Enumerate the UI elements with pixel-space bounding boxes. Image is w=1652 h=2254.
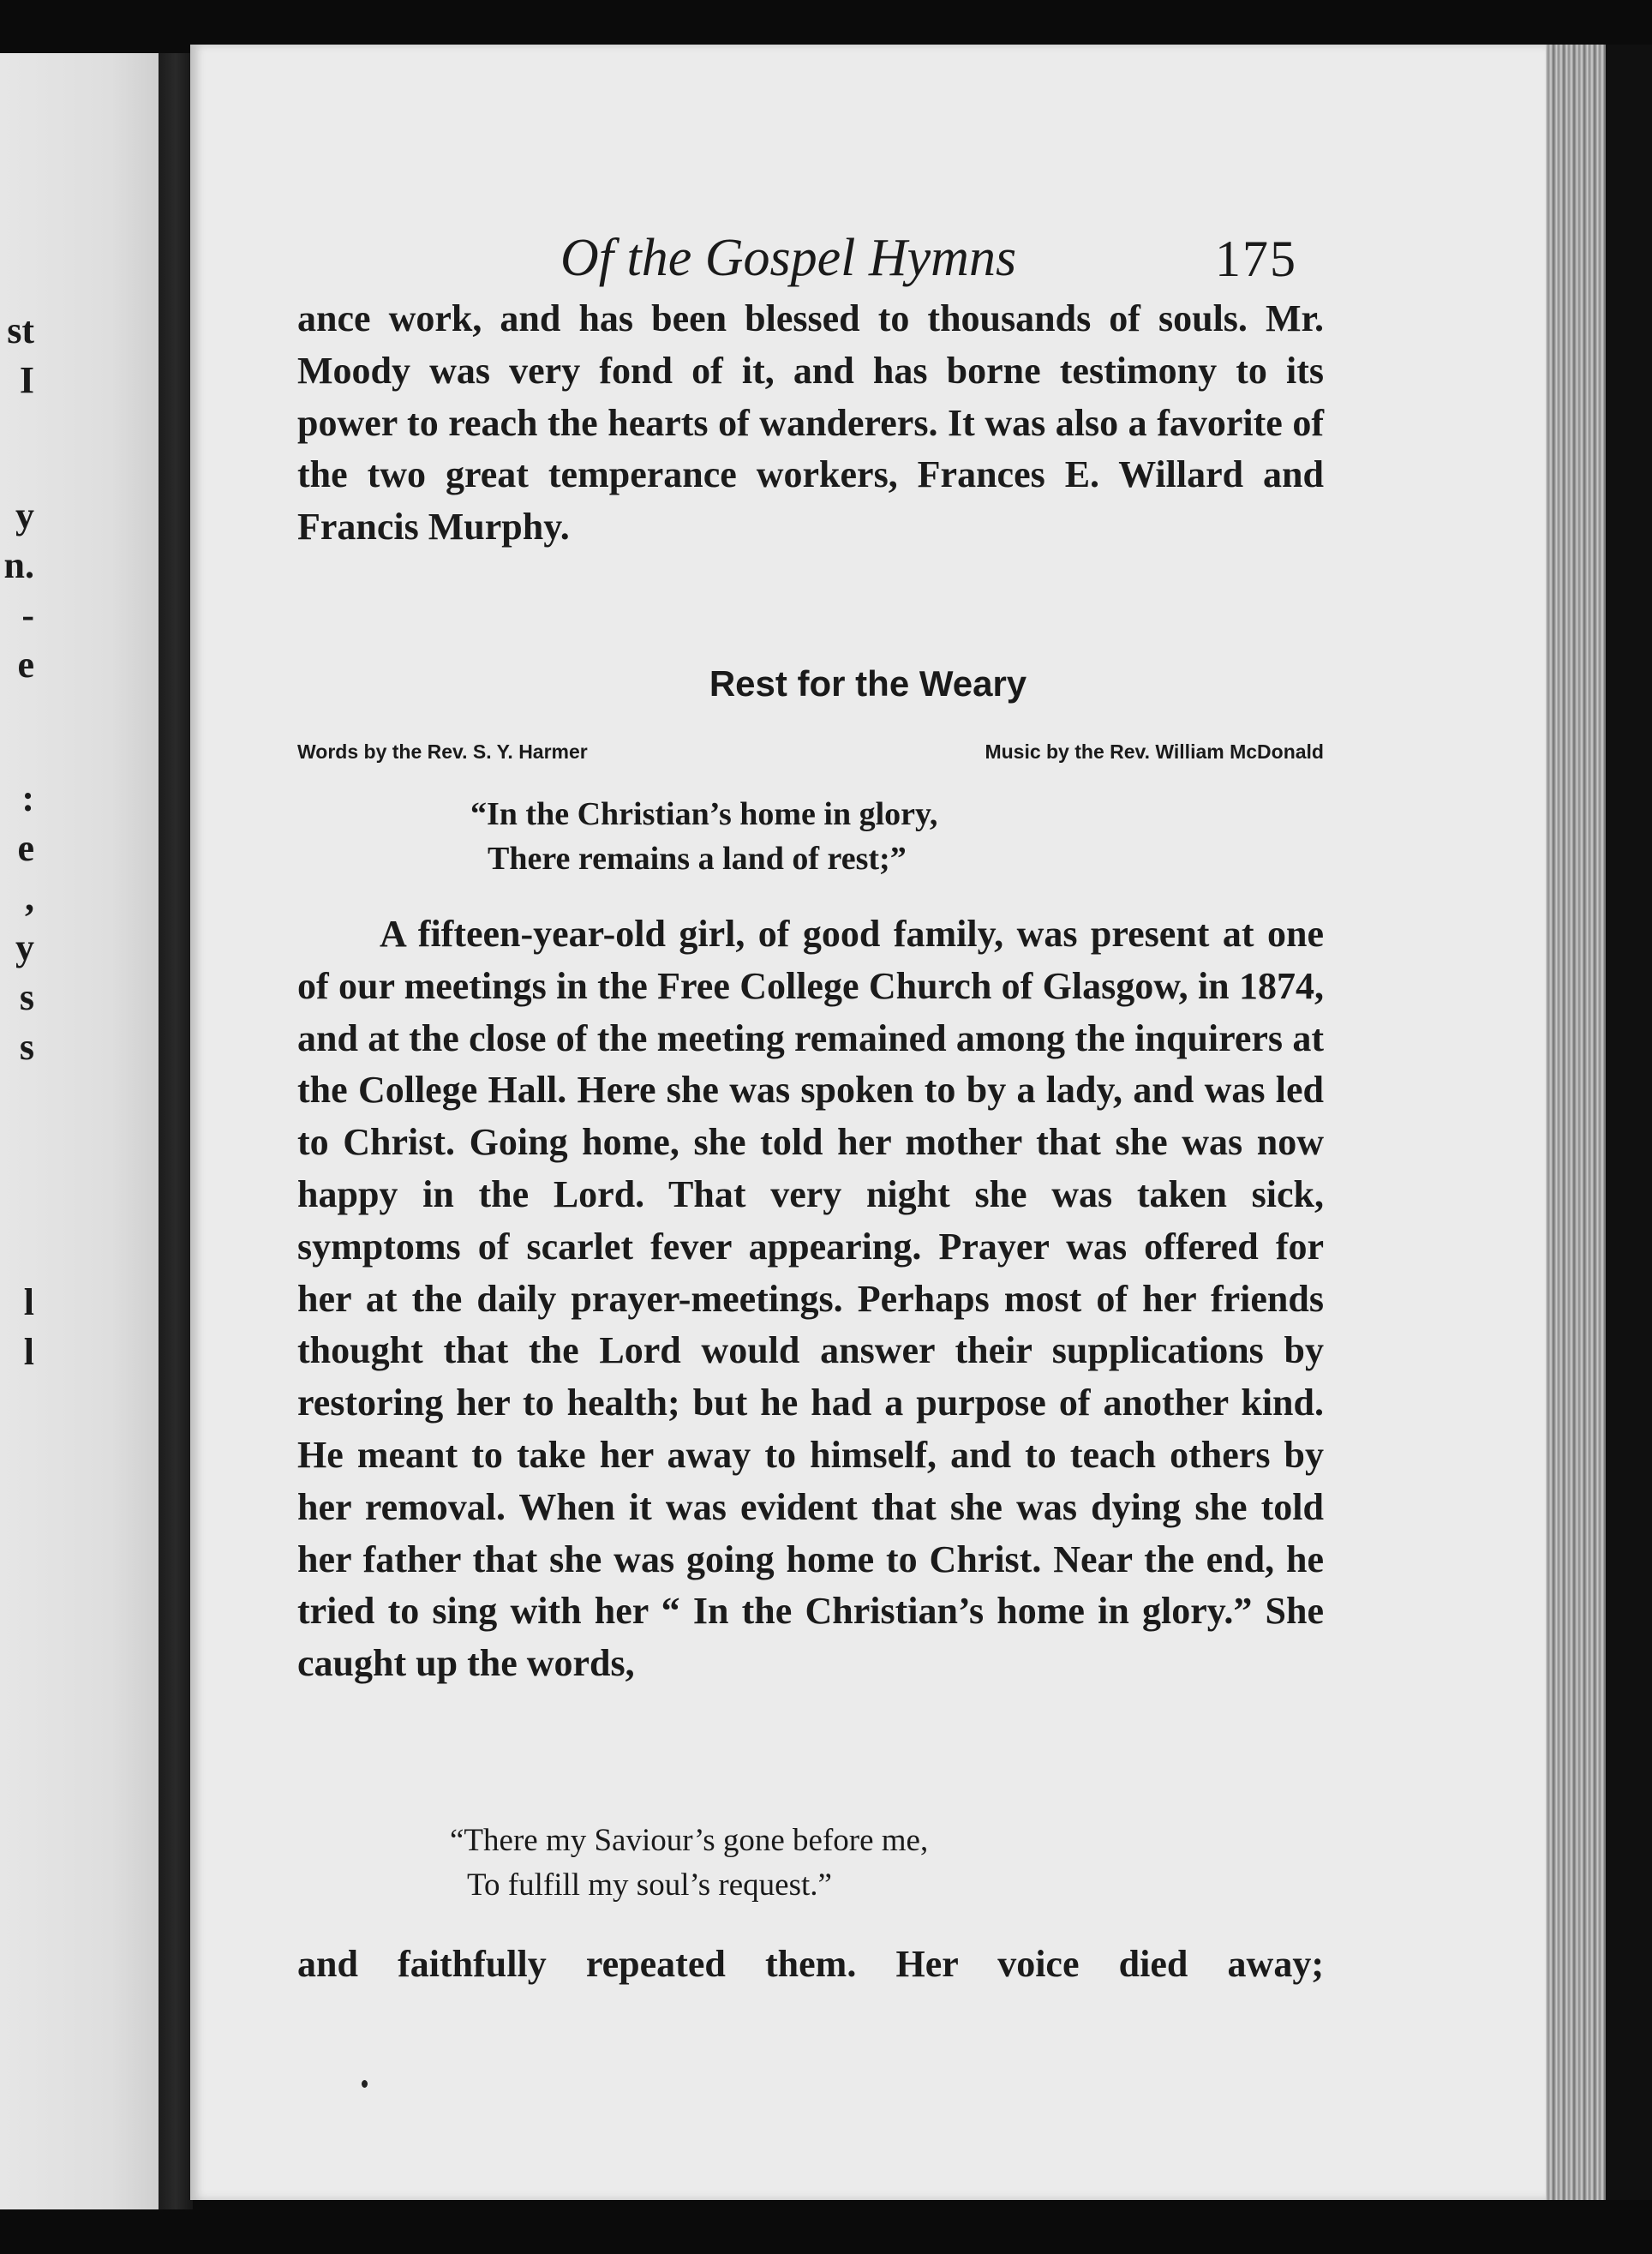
- story-paragraph-text: A fifteen-year-old girl, of good family, was present at one of our meetings in the Free College Church of Glasgow, in 1874, and at the close of the meeting remained among the inquirers at the College Hall. Here she was spoken to by a lady, and was led to Christ. Going home, she told her mother that she was now happy in the Lord. That very night she was taken sick, symptoms of scarlet fever appearing. Prayer was offered for her at the daily prayer-meetings. Perhaps most of her friends thought that the Lord would answer their supplications by restoring her to health; but he had a purpose of another kind. He meant to take her away to himself, and to teach others by her removal. When it was evident that she was dying she told her father that she was going home to Christ. Near the end, he tried to sing with her “ In the Christian’s home in glory.” She caught up the words,: [297, 913, 1324, 1685]
- facing-page-fragment: e: [17, 644, 34, 686]
- facing-page-fragment: s: [19, 1026, 34, 1068]
- epigraph-line: “In the Christian’s home in glory,: [470, 796, 938, 832]
- quoted-verse-line: “There my Saviour’s gone before me,: [450, 1823, 929, 1858]
- facing-page-fragment: s: [19, 976, 34, 1018]
- quoted-verse-line: To fulfill my soul’s request.”: [467, 1867, 832, 1903]
- facing-page-fragment: n.: [3, 544, 34, 586]
- opening-paragraph-text: ance work, and has been blessed to thousands of souls. Mr. Moody was very fond of it, and has borne testimony to its power to reach the hearts of wanderers. It was also a favorite of the two great temperance workers, Frances E. Willard and Francis Murphy.: [297, 297, 1324, 549]
- music-credit: Music by the Rev. William McDonald: [985, 740, 1324, 763]
- book-page: [190, 45, 1546, 2200]
- hymn-title: Rest for the Weary: [709, 663, 1027, 704]
- page-edges: [1546, 45, 1606, 2200]
- scan-border: [1606, 45, 1652, 2200]
- facing-page-fragment: :: [21, 777, 34, 819]
- facing-page: [0, 53, 159, 2209]
- closing-line-text: and faithfully repeated them. Her voice died away;: [297, 1943, 1324, 1985]
- facing-page-fragment: ,: [25, 877, 34, 919]
- facing-page-fragment: I: [19, 359, 34, 401]
- book-gutter: [159, 53, 193, 2209]
- facing-page-fragment: st: [7, 309, 34, 351]
- facing-page-fragment: l: [23, 1331, 34, 1373]
- facing-page-fragment: -: [21, 594, 34, 636]
- story-paragraph: [297, 908, 1324, 1690]
- ink-speck: [362, 2080, 368, 2088]
- words-credit: Words by the Rev. S. Y. Harmer: [297, 740, 588, 763]
- running-head: [190, 228, 1546, 297]
- hymn-epigraph: [470, 792, 937, 881]
- facing-page-fragment: l: [23, 1281, 34, 1323]
- quoted-verse: [450, 1819, 928, 1908]
- facing-page-fragment: y: [15, 495, 34, 537]
- epigraph-line: There remains a land of rest;”: [488, 841, 907, 877]
- page-number: 175: [1215, 231, 1297, 287]
- running-title: Of the Gospel Hymns: [560, 229, 1017, 287]
- facing-page-fragment: y: [15, 926, 34, 968]
- facing-page-fragment: e: [17, 827, 34, 869]
- opening-paragraph: [297, 293, 1324, 554]
- closing-line: [297, 1939, 1324, 1991]
